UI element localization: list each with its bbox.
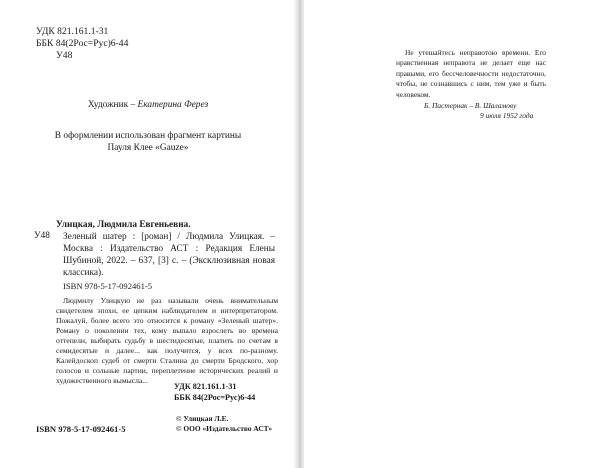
left-page <box>0 0 296 468</box>
bib-description: Зеленый шатер : [роман] / Людмила Улицкая. – Москва : Издательство АСТ : Редакция Елены Шубиной, 2022. – 637, [3] с. – (Эксклюзивная новая классика). <box>63 232 275 278</box>
bottom-classification-codes <box>174 381 255 403</box>
udk-code: УДК 821.161.1-31 <box>36 26 109 37</box>
annotation: Людмилу Улицкую не раз называли очень внимательным свидетелем эпохи, ее цепким наблюдателем и интерпретатором. Пожалуй, более всего это относится к роману «Зеленый шатер». Роману о поколении тех, кому выпало взрослеть во времена оттепели, выбирать судьбу в шестидесятые, платить по счетам в семидесятые и далее... как получится, у всех по-разному. Калейдоскоп судеб от смерти Сталина до смерти Бродского, хор голосов и сольные партии, переплетение исторических реалий и художественного вымысла... <box>56 296 278 385</box>
right-page <box>304 0 600 468</box>
bib-isbn: ISBN 978-5-17-092461-5 <box>63 281 153 291</box>
epigraph-text: Не утешайтесь неправотою времени. Его нравственная неправота не делает еще нас правыми, его бессчеловечности недостаточно, чтобы, не сознавшись с ним, тем уже и быть человеком. <box>396 48 546 99</box>
design-note-line2: Пауля Клее «Gauze» <box>107 143 189 153</box>
epigraph-attribution: Б. Пастернак – В. Шаламову <box>424 101 517 110</box>
artist-label: Художник – <box>87 100 138 110</box>
bottom-bbk-code: ББК 84(2Рос=Рус)6-44 <box>174 393 256 402</box>
design-note-line1: В оформлении использован фрагмент картины <box>54 131 242 141</box>
epigraph-date: 9 июля 1952 года <box>480 111 534 120</box>
artist-name: Екатерина Ферез <box>137 100 209 110</box>
author-mark: У48 <box>56 50 73 61</box>
bib-author-mark: У48 <box>34 231 50 241</box>
bottom-isbn: ISBN 978-5-17-092461-5 <box>36 424 126 434</box>
classification-codes <box>36 26 128 62</box>
bbk-code: ББК 84(2Рос=Рус)6-44 <box>36 38 129 49</box>
bib-author-heading: Улицкая, Людмила Евгеньевна. <box>56 220 191 230</box>
copyright-publisher: © ООО «Издательство АСТ» <box>176 424 273 433</box>
artist-credit <box>0 100 296 110</box>
copyright-block <box>176 414 272 434</box>
copyright-author: © Улицкая Л.Е. <box>176 414 229 423</box>
bottom-udk-code: УДК 821.161.1-31 <box>174 382 237 391</box>
design-note <box>0 130 296 154</box>
